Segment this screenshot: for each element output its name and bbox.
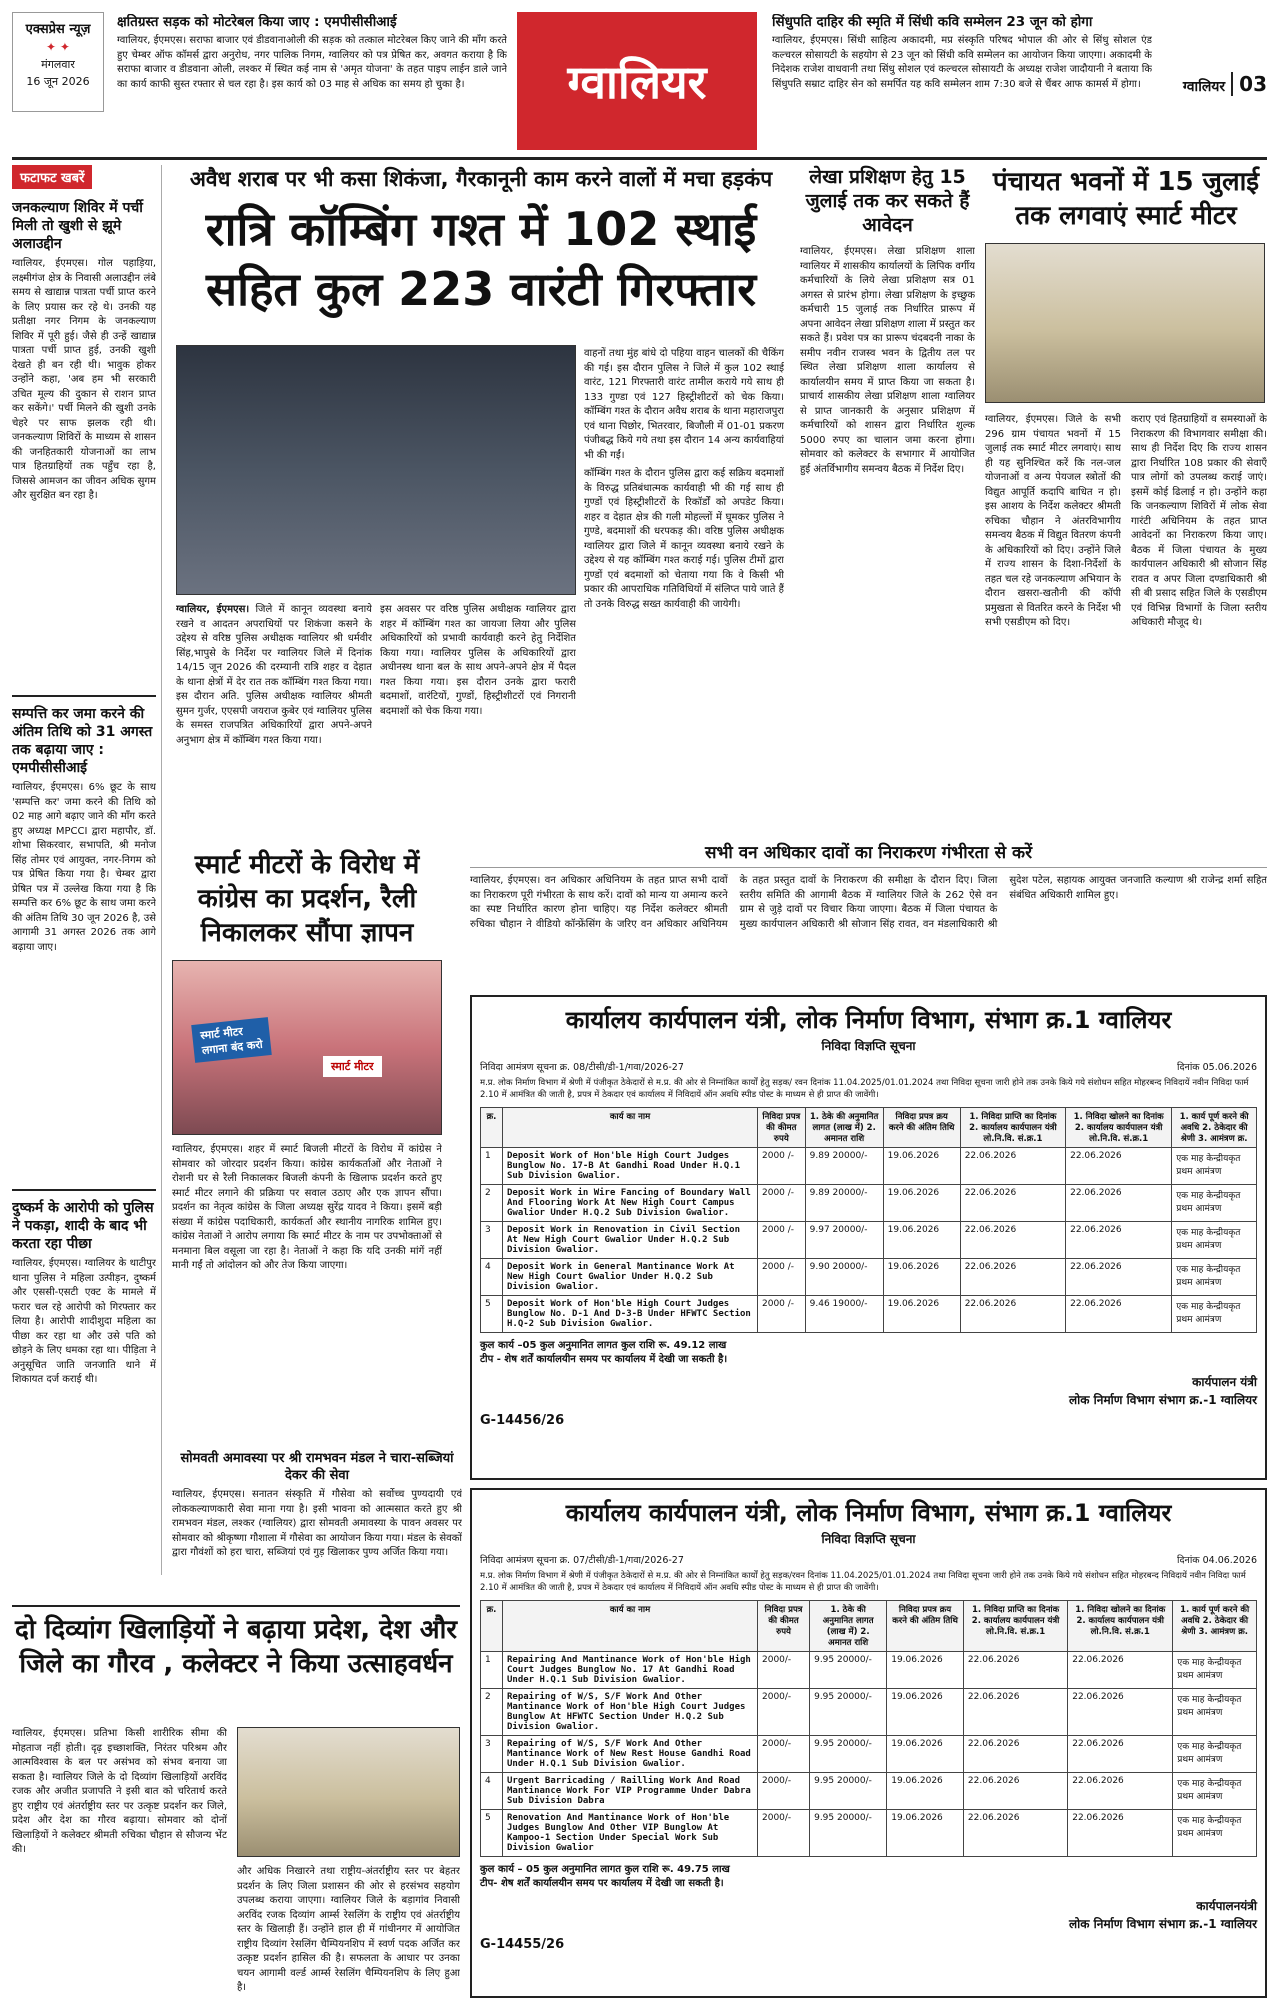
somvati-headline: सोमवती अमावस्या पर श्री रामभवन मंडल ने चारा-सब्जियां देकर की सेवा <box>180 1451 454 1483</box>
tender-2-note: टीप- शेष शर्तें कार्यालयीन समय पर कार्यालय में देखी जा सकती है। <box>480 1878 724 1889</box>
lekha-story <box>800 165 975 840</box>
divider <box>12 695 156 697</box>
tender-2-footer <box>480 1863 1257 1891</box>
table-cell-no: 1 <box>481 1652 503 1689</box>
main-body-3: वाहनों तथा मुंह बांधे दो पहिया वाहन चालकों की चैकिंग की गई। इस दौरान पुलिस ने जिले में कुल 102 स्थाई वारंट, 121 गिरफ्तारी वारंट तामील कराये गये साथ ही 133 गुण्डा एवं 127 हिस्ट्रीशीटरों को चेक किया। कॉम्बिंग गश्त के दौरान अवैध शराब के थाना महाराजपुरा एवं थाना पिछोर, भितरवार, बिजौली में 01-01 प्रकरण पंजीबद्ध किये गये तथा इस दौरान 14 अन्य कार्यवाहियां भी की गईं। <box>584 348 784 461</box>
table-cell-period: एक माह केन्द्रीयकृत प्रथम आमंत्रण <box>1173 1736 1257 1773</box>
lekha-body: ग्वालियर, ईएमएस। लेखा प्रशिक्षण शाला ग्वालियर में शासकीय कार्यालयों के लिपिक वर्गीय कर्मचारियों के लिये लेखा प्रशिक्षण सत्र 01 अगस्त से प्रारंभ होगा। लेखा प्रशिक्षण के इच्छुक कर्मचारी 15 जुलाई तक निर्धारित प्रारूप में अपना आवेदन लेखा प्रशिक्षण शाला में प्रस्तुत कर सकते हैं। प्रवेश पत्र का प्रारूप चंदबदनी नाका के समीप नवीन राजस्व भवन के द्वितीय तल पर स्थित लेखा प्रशिक्षण शाला कार्यालय से कार्यालयीन समय में प्राप्त किया जा सकता है। प्राचार्य शासकीय लेखा प्रशिक्षण शाला ग्वालियर से प्राप्त जानकारी के अनुसार प्रशिक्षण में कर्मचारियों को शासन द्वारा निर्धारित शुल्क 5000 रुपए का चालान जमा करना होगा। सोमवार को कलेक्टर के सभागार में आयोजित हुई अंतर्विभागीय समन्वय बैठक में निर्देश दिए। <box>800 246 975 475</box>
table-cell-cost: 9.95 20000/- <box>810 1773 887 1810</box>
table-cell-buy: 19.06.2026 <box>883 1222 960 1259</box>
main-headline: रात्रि कॉम्बिंग गश्त में 102 स्थाई सहित कुल 223 वारंटी गिरफ्तार <box>205 202 757 316</box>
table-cell-open: 22.06.2026 <box>1068 1773 1173 1810</box>
page-label: ग्वालियर <box>1182 79 1226 95</box>
table-cell-open: 22.06.2026 <box>1066 1148 1172 1185</box>
table-cell-no: 4 <box>481 1773 503 1810</box>
van-headline: सभी वन अधिकार दावों का निराकरण गंभीरता से करें <box>470 840 1267 868</box>
table-cell-period: एक माह केन्द्रीयकृत प्रथम आमंत्रण <box>1173 1773 1257 1810</box>
table-row <box>481 1222 1257 1259</box>
table-row <box>481 1185 1257 1222</box>
tender-1-table <box>480 1107 1257 1333</box>
table-cell-open: 22.06.2026 <box>1068 1736 1173 1773</box>
table-cell-recv: 22.06.2026 <box>960 1259 1065 1296</box>
panchayat-story <box>985 165 1267 840</box>
main-body-2: इस अवसर पर वरिष्ठ पुलिस अधीक्षक ग्वालियर द्वारा शहर में कॉम्बिंग गश्त का जायजा लिया और पुलिस अधिकारियों को प्रभावी कार्यवाही करने हेतु निर्देशित किया गया। ग्वालियर पुलिस के अधिकारियों द्वारा अधीनस्थ थाना बल के साथ अपने-अपने क्षेत्र में पैदल गश्त किया गया। इस दौरान उनके द्वारा फरारी बदमाशों, वारंटियों, गुण्डों, हिस्ट्रीशीटरों एवं निगरानी बदमाशों को चेक किया गया। <box>380 604 576 717</box>
table-header-row <box>481 1601 1257 1652</box>
lekha-headline: लेखा प्रशिक्षण हेतु 15 जुलाई तक कर सकते हैं आवेदन <box>805 166 970 236</box>
col-header: कार्य का नाम <box>503 1601 758 1652</box>
table-cell-open: 22.06.2026 <box>1068 1689 1173 1736</box>
table-cell-work: Repairing of W/S, S/F Work And Other Mantinance Work of New Rest House Gandhi Road Under H.Q.1 Sub Division Gwalior. <box>503 1736 758 1773</box>
table-cell-fee: 2000/- <box>758 1810 810 1857</box>
table-cell-fee: 2000/- <box>758 1689 810 1736</box>
table-row <box>481 1736 1257 1773</box>
table-cell-cost: 9.95 20000/- <box>810 1652 887 1689</box>
table-cell-buy: 19.06.2026 <box>883 1296 960 1333</box>
panchayat-body-col1: ग्वालियर, ईएमएस। जिले के सभी 296 ग्राम पंचायत भवनों में 15 जुलाई तक स्मार्ट मीटर लगवाएं। साथ ही यह सुनिश्चित करें कि नल-जल योजनाओं व अन्य पेयजल स्त्रोतों की विद्युत आपूर्ति कदापि बाधित न हो। इस आशय के निर्देश कलेक्टर श्रीमती रुचिका चौहान ने अंतरविभागीय समन्वय बैठक में विद्युत वितरण कंपनी के अधिकारियों को दिए। उन्होंने जिले में राज्य शासन के दिशा-निर्देशों के तहत चल रहे जनकल्याण अभियान के दौरान खसरा-खतौनी की कॉपी प्रमुखता से वितरित करने के निर्देश भी सभी एसडीएम को दिए। <box>985 414 1121 628</box>
somvati-story <box>172 1450 462 1595</box>
banner-line-2: लगाना बंद करो <box>201 1037 264 1058</box>
fatafat-headline: दुष्कर्म के आरोपी को पुलिस ने पकड़ा, शादी के बाद भी करता रहा पीछा <box>12 1200 154 1252</box>
table-cell-fee: 2000 /- <box>758 1259 806 1296</box>
tender-1-title: कार्यालय कार्यपालन यंत्री, लोक निर्माण विभाग, संभाग क्र.1 ग्वालियर <box>565 1006 1172 1034</box>
table-cell-open: 22.06.2026 <box>1066 1185 1172 1222</box>
smart-meter-story <box>172 848 442 1448</box>
paper-name: एक्सप्रेस न्यूज़ <box>25 22 91 37</box>
table-cell-buy: 19.06.2026 <box>887 1810 964 1857</box>
athletes-photo <box>237 1727 460 1857</box>
table-cell-open: 22.06.2026 <box>1066 1296 1172 1333</box>
table-cell-no: 3 <box>481 1222 503 1259</box>
divyang-body-2: और अधिक निखारने तथा राष्ट्रीय-अंतर्राष्ट्रीय स्तर पर बेहतर प्रदर्शन के लिए जिला प्रशासन की ओर से हरसंभव सहयोग उपलब्ध कराया जाएगा। ग्वालियर जिले के बड़ागांव निवासी अरविंद रजक दिव्यांग आर्म्स रेसलिंग के राष्ट्रीय एवं अंतर्राष्ट्रीय स्तर के खिलाड़ी हैं। उन्होंने हाल ही में गांधीनगर में आयोजित राष्ट्रीय दिव्यांग रेसलिंग चैम्पियनशिप में स्वर्ण पदक अर्जित कर उत्कृष्ट प्रदर्शन हासिल की है। सफलता के आधार पर उनका चयन आगामी वर्ल्ड आर्म्स रेसलिंग चैम्पियनशिप के लिए हुआ है। <box>237 1866 460 1993</box>
logo-dots-icon: ✦ ✦ <box>46 40 70 54</box>
signatory-office: लोक निर्माण विभाग संभाग क्र.-1 ग्वालियर <box>1069 1917 1257 1931</box>
divyang-headline: दो दिव्यांग खिलाड़ियों ने बढ़ाया प्रदेश, देश और जिले का गौरव , कलेक्टर ने किया उत्साहवर्धन <box>15 1615 457 1679</box>
table-cell-cost: 9.95 20000/- <box>810 1736 887 1773</box>
table-cell-cost: 9.89 20000/- <box>805 1148 883 1185</box>
col-header: निविदा प्रपत्र की कीमत रुपये <box>758 1108 806 1148</box>
fatafat-label: फटाफट खबरें <box>12 165 92 189</box>
meeting-photo <box>985 243 1265 403</box>
table-cell-period: एक माह केन्द्रीयकृत प्रथम आमंत्रण <box>1172 1259 1257 1296</box>
table-cell-cost: 9.46 19000/- <box>805 1296 883 1333</box>
signatory-title: कार्यपालन यंत्री <box>1192 1375 1257 1389</box>
col-header: 1. निविदा प्राप्ति का दिनांक 2. कार्यालय कार्यपालन यंत्री लो.नि.वि. सं.क्र.1 <box>960 1108 1065 1148</box>
tender-1-subtitle: निविदा विज्ञप्ति सूचना <box>821 1039 916 1053</box>
table-cell-no: 1 <box>481 1148 503 1185</box>
fatafat-body: ग्वालियर, ईएमएस। ग्वालियर के थाटीपुर थाना पुलिस ने महिला उत्पीड़न, दुष्कर्म और एससी-एसटी एक्ट के मामले में फरार चल रहे आरोपी को गिरफ्तार कर लिया है। आरोपी शादीशुदा महिला का पीछा कर रहा था और उसे पति को छोड़ने के लिए धमका रहा था। पीड़िता ने अनुसूचित जाति जनजाति थाने में शिकायत दर्ज कराई थी। <box>12 1258 156 1385</box>
table-cell-buy: 19.06.2026 <box>883 1185 960 1222</box>
table-cell-recv: 22.06.2026 <box>963 1689 1067 1736</box>
table-cell-recv: 22.06.2026 <box>963 1773 1067 1810</box>
city-title: ग्वालियर <box>517 12 757 150</box>
table-cell-work: Renovation And Mantinance Work of Hon'ble Judges Bunglow And Other VIP Bunglow At Kampoo-1 Section Under Special Work Sub Division Gwalior <box>503 1810 758 1857</box>
tender-notice-1 <box>470 995 1267 1480</box>
table-cell-fee: 2000 /- <box>758 1222 806 1259</box>
main-kicker: अवैध शराब पर भी कसा शिकंजा, गैरकानूनी काम करने वालों में मचा हड़कंप <box>189 167 773 191</box>
masthead-day: मंगलवार <box>41 58 75 71</box>
table-cell-fee: 2000 /- <box>758 1185 806 1222</box>
tender-1-meta <box>480 1060 1257 1073</box>
table-cell-no: 4 <box>481 1259 503 1296</box>
table-cell-work: Urgent Barricading / Railling Work And Road Mantinance Work For VIP Programme Under Dabra Sub Division Dabra <box>503 1773 758 1810</box>
table-cell-fee: 2000/- <box>758 1652 810 1689</box>
table-cell-buy: 19.06.2026 <box>887 1652 964 1689</box>
fatafat-headline: जनकल्याण शिविर में पर्ची मिली तो खुशी से झूमे अलाउद्दीन <box>12 200 143 252</box>
smart-meter-headline: स्मार्ट मीटरों के विरोध में कांग्रेस का प्रदर्शन, रैली निकालकर सौंपा ज्ञापन <box>194 850 420 948</box>
tender-2-intro: म.प्र. लोक निर्माण विभाग में श्रेणी में पंजीकृत ठेकेदारों से म.प्र. की ओर से निम्नांकित कार्यों हेतु सड़क/रवन दिनांक 11.04.2025/01.01.2024 तथा निविदा सूचना जारी होने तक उनके किये गये संशोधन सहित मोहरबन्द निविदायें नवीन निविदा फार्म 2.10 में आमंत्रित की जाती है, प्रपत्र में ठेकदार एवं कार्यालय में निविदायें ऑन अवधि स्पीड पोस्ट के माध्यम से ही प्राप्त की जावेंगी। <box>480 1571 1246 1593</box>
table-row <box>481 1689 1257 1736</box>
protest-banner-2: स्मार्ट मीटर <box>323 1056 382 1077</box>
tender-2-signature <box>480 1897 1257 1933</box>
table-cell-open: 22.06.2026 <box>1066 1222 1172 1259</box>
table-cell-work: Deposit Work in Wire Fancing of Boundary Wall And Flooring Work At New High Court Campus Gwalior Under H.Q.2 Sub Division Gwalior. <box>503 1185 758 1222</box>
top-story-right <box>772 14 1152 149</box>
tender-1-total: कुल कार्य –05 कुल अनुमानित लागत कुल राशि रू. 49.12 लाख <box>480 1340 727 1351</box>
tender-2-subtitle: निविदा विज्ञप्ति सूचना <box>821 1532 916 1546</box>
divider <box>12 1189 156 1191</box>
tender-2-meta <box>480 1553 1257 1566</box>
top-story-right-body: ग्वालियर, ईएमएस। सिंधी साहित्य अकादमी, मप्र संस्कृति परिषद भोपाल की ओर से सिंधु सोशल एंड कल्चरल सोसायटी के सहयोग से 23 जून को सिंधी कवि सम्मेलन का आयोजन किया जाएगा। अकादमी के निदेशक राजेश वाधवानी तथा सिंधु सोशल एवं कल्चरल सोसायटी के अध्यक्ष राजेश जादौयानी ने बताया कि सिंधुपति सम्राट दाहिर सेन को समर्पित यह कवि सम्मेलन शाम 7:30 बजे से चैंबर आफ कामर्स में होगा। <box>772 35 1152 90</box>
table-cell-recv: 22.06.2026 <box>963 1736 1067 1773</box>
col-header: क्र. <box>481 1108 503 1148</box>
table-cell-buy: 19.06.2026 <box>883 1259 960 1296</box>
table-cell-work: Repairing And Mantinance Work of Hon'ble High Court Judges Bunglow No. 17 At Gandhi Road Under H.Q.1 Sub Division Gwalior. <box>503 1652 758 1689</box>
col-header: 1. ठेके की अनुमानित लागत (लाख में) 2. अमानत राशि <box>810 1601 887 1652</box>
somvati-body: ग्वालियर, ईएमएस। सनातन संस्कृति में गौसेवा को सर्वोच्च पुण्यदायी एवं लोककल्याणकारी सेवा माना गया है। इसी भावना को आत्मसात करते हुए श्री रामभवन मंडल, लश्कर (ग्वालियर) द्वारा सोमवती अमावस्या के पावन अवसर पर सोमवार को श्रीकृष्णा गौशाला में गौसेवा का आयोजन किया गया। मंडल के सेवकों द्वारा गौवंशों को हरा चारा, सब्जियां एवं गुड़ खिलाकर पुण्य अर्जित किया गया। <box>172 1489 462 1558</box>
divyang-body-1: ग्वालियर, ईएमएस। प्रतिभा किसी शारीरिक सीमा की मोहताज नहीं होती। दृढ़ इच्छाशक्ति, निरंतर परिश्रम और आत्मविश्वास के बल पर असंभव को संभव बनाया जा सकता है। ग्वालियर जिले के दो दिव्यांग खिलाड़ियों अरविंद रजक और अजीत प्रजापति ने इसी बात को चरितार्थ करते हुए राष्ट्रीय एवं अंतर्राष्ट्रीय स्तर पर उत्कृष्ट प्रदर्शन कर जिले, प्रदेश और देश का गौरव बढ़ाया। सोमवार को दोनों खिलाड़ियों ने कलेक्टर श्रीमती रुचिका चौहान से सौजन्य भेंट की। <box>12 1728 227 1855</box>
signatory-office: लोक निर्माण विभाग संभाग क्र.-1 ग्वालियर <box>1069 1393 1257 1407</box>
tender-2-ref: निविदा आमंत्रण सूचना क्र. 07/टीसी/डी-1/गवा/2026-27 <box>480 1555 684 1566</box>
protest-photo <box>172 960 442 1135</box>
table-cell-period: एक माह केन्द्रीयकृत प्रथम आमंत्रण <box>1173 1652 1257 1689</box>
smart-meter-body: ग्वालियर, ईएमएस। शहर में स्मार्ट बिजली मीटरों के विरोध में कांग्रेस ने सोमवार को जोरदार प्रदर्शन किया। कांग्रेस कार्यकर्ताओं और नेताओं ने रोशनी घर से रैली निकालकर बिजली कंपनी के खिलाफ प्रदर्शन करते हुए स्मार्ट मीटर लगाने की प्रक्रिया पर सवाल उठाए और एक ज्ञापन सौंपा। प्रदर्शन का नेतृत्व कांग्रेस के जिला अध्यक्ष सुरेंद्र यादव ने किया। इसमें बड़ी संख्या में कांग्रेस पदाधिकारी, कार्यकर्ता और स्थानीय नागरिक शामिल हुए। कांग्रेस नेताओं ने आरोप लगाया कि स्मार्ट मीटर के नाम पर उपभोक्ताओं से मनमाना बिल वसूला जा रहा है। नेताओं ने कहा कि यदि उनकी मांगें नहीं मानी गईं तो आंदोलन को और तेज किया जाएगा। <box>172 1144 442 1271</box>
tender-1-ref: निविदा आमंत्रण सूचना क्र. 08/टीसी/डी-1/गवा/2026-27 <box>480 1062 684 1073</box>
van-story <box>470 840 1267 990</box>
table-header-row <box>481 1108 1257 1148</box>
table-cell-no: 2 <box>481 1185 503 1222</box>
col-header: क्र. <box>481 1601 503 1652</box>
table-cell-period: एक माह केन्द्रीयकृत प्रथम आमंत्रण <box>1172 1148 1257 1185</box>
tender-1-footer <box>480 1339 1257 1367</box>
table-cell-fee: 2000/- <box>758 1773 810 1810</box>
table-cell-cost: 9.89 20000/- <box>805 1185 883 1222</box>
table-row <box>481 1810 1257 1857</box>
van-body: ग्वालियर, ईएमएस। वन अधिकार अधिनियम के तहत प्राप्त सभी दावों का निराकरण पूरी गंभीरता के साथ करें। दावों को मान्य या अमान्य करने का स्पष्ट निर्धारित कारण होना चाहिए। यह निर्देश कलेक्टर श्रीमती रुचिका चौहान ने वीडियो कॉन्फ्रेंसिंग के जरिए वन अधिकार अधिनियम के तहत प्रस्तुत दावों के निराकरण की समीक्षा के दौरान दिए। जिला स्तरीय समिति की आगामी बैठक में ग्वालियर जिले के 262 ऐसे वन ग्राम से जुड़े दावों पर विचार किया जाएगा। बैठक में जिला पंचायत के मुख्य कार्यपालन अधिकारी श्री सोजान सिंह रावत, वन मंडलाधिकारी श्री सुदेश पटेल, सहायक आयुक्त जनजाति कल्याण श्री राजेन्द्र शर्मा सहित संबंधित अधिकारी शामिल हुए। <box>470 875 1267 930</box>
table-cell-cost: 9.95 20000/- <box>810 1689 887 1736</box>
col-header: 1. कार्य पूर्ण करने की अवधि 2. ठेकेदार की श्रेणी 3. आमंत्रण क्र. <box>1173 1601 1257 1652</box>
table-row <box>481 1259 1257 1296</box>
table-cell-cost: 9.95 20000/- <box>810 1810 887 1857</box>
tender-notice-2 <box>470 1488 1267 1998</box>
fatafat-column <box>12 165 162 1575</box>
table-cell-open: 22.06.2026 <box>1068 1652 1173 1689</box>
main-body-col3 <box>584 347 784 837</box>
table-cell-open: 22.06.2026 <box>1066 1259 1172 1296</box>
table-cell-buy: 19.06.2026 <box>883 1148 960 1185</box>
col-header: 1. निविदा प्राप्ति का दिनांक 2. कार्यालय कार्यपालन यंत्री लो.नि.वि. सं.क्र.1 <box>963 1601 1067 1652</box>
table-cell-period: एक माह केन्द्रीयकृत प्रथम आमंत्रण <box>1172 1185 1257 1222</box>
table-cell-fee: 2000 /- <box>758 1296 806 1333</box>
page-header <box>12 12 1267 160</box>
main-body-1: जिले में कानून व्यवस्था बनाये रखने व आदतन अपराधियों पर शिकंजा कसने के उद्देश्य से वरिष्ठ पुलिस अधीक्षक ग्वालियर श्री धर्मवीर सिंह,भापुसे के निर्देश पर ग्वालियर जिले में दिनांक 14/15 जून 2026 की दरम्यानी रात्रि शहर व देहात के थाना क्षेत्रों में देर रात तक कॉम्बिंग गश्त किया गया। इस दौरान अति. पुलिस अधीक्षक ग्वालियर श्रीमती सुमन गुर्जर, एएसपी जयराज कुबेर एवं ग्वालियर पुलिस के समस्त राजपत्रित अधिकारियों द्वारा अपने-अपने अनुभाग क्षेत्र में कॉम्बिंग गश्त किया गया। <box>176 604 372 746</box>
col-header: कार्य का नाम <box>503 1108 758 1148</box>
table-row <box>481 1148 1257 1185</box>
tender-2-date: दिनांक 04.06.2026 <box>1177 1555 1257 1566</box>
col-header: 1. कार्य पूर्ण करने की अवधि 2. ठेकेदार की श्रेणी 3. आमंत्रण क्र. <box>1172 1108 1257 1148</box>
fatafat-body: ग्वालियर, ईएमएस। गोल पहाड़िया, लक्ष्मीगंज क्षेत्र के निवासी अलाउद्दीन लंबे समय से खाद्यान्न पात्रता पर्ची प्राप्त करने के लिए प्रयास कर रहे थे। उनकी यह प्रतीक्षा नगर निगम के जनकल्याण शिविर में पूरी हुई। जैसे ही उन्हें खाद्यान्न पात्रता पर्ची प्राप्त हुई, उनकी खुशी देखते ही बन रही थी। भावुक होकर उन्होंने कहा, 'अब हम भी सरकारी उचित मूल्य की दुकान से राशन प्राप्त कर सकेंगे।' पर्ची मिलने की खुशी उनके चेहरे पर साफ झलक रही थी। जनकल्याण शिविरों के माध्यम से शासन की जनहितकारी योजनाओं का लाभ पात्र हितग्राहियों तक पहुँच रहा है, जिससे आमजन का जीवन अधिक सुगम और सुरक्षित बन रहा है। <box>12 258 156 501</box>
table-cell-buy: 19.06.2026 <box>887 1736 964 1773</box>
table-cell-recv: 22.06.2026 <box>960 1148 1065 1185</box>
col-header: 1. निविदा खोलने का दिनांक 2. कार्यालय कार्यपालन यंत्री लो.नि.वि. सं.क्र.1 <box>1066 1108 1172 1148</box>
tender-2-title: कार्यालय कार्यपालन यंत्री, लोक निर्माण विभाग, संभाग क्र.1 ग्वालियर <box>565 1499 1172 1527</box>
fatafat-headline: सम्पत्ति कर जमा करने की अंतिम तिथि को 31 अगस्त तक बढ़ाया जाए : एमपीसीसीआई <box>12 706 153 776</box>
tender-2-total: कुल कार्य – 05 कुल अनुमानित लागत कुल राशि रू. 49.75 लाख <box>480 1864 730 1875</box>
tender-1-intro: म.प्र. लोक निर्माण विभाग में श्रेणी में पंजीकृत ठेकेदारों से म.प्र. की ओर से निम्नांकित कार्यों हेतु सड़क/ रवन दिनांक 11.04.2025/01.01.2024 तथा निविदा सूचना जारी होने तक उनके किये गये संशोधन सहित मोहरबन्द निविदायें नवीन निविदा फार्म 2.10 में आमंत्रित की जाती है, प्रपत्र में ठेकदार एवं कार्यालय में निविदायें ऑन अवधि स्पीड पोस्ट के माध्यम से ही प्राप्त की जावेंगी। <box>480 1078 1249 1100</box>
masthead-date: 16 जून 2026 <box>26 75 90 88</box>
table-cell-fee: 2000 /- <box>758 1148 806 1185</box>
table-row <box>481 1296 1257 1333</box>
main-story <box>172 165 790 840</box>
main-body-4: कॉम्बिंग गश्त के दौरान पुलिस द्वारा कई सक्रिय बदमाशों के विरुद्ध प्रतिबंधात्मक कार्यवाही भी की गई साथ ही गुण्डों एवं हिस्ट्रीशीटरों के रिकॉर्डों को अपडेट किया। शहर व देहात क्षेत्र की गली मोहल्लों में घूमकर पुलिस ने गुण्डे, बदमाशों की धरपकड़ की। वरिष्ठ पुलिस अधीक्षक ग्वालियर द्वारा जिले में कानून व्यवस्था बनाये रखने के उद्देश्य से यह कॉम्बिंग गश्त कराई गई। पुलिस टीमों द्वारा गुण्डों एवं बदमाशों को चेताया गया कि वे किसी भी प्रकार की आपराधिक गतिविधियों में संलिप्त पाये जाते हैं तो उनके विरुद्ध सख्त कार्यवाही की जायेगी। <box>584 468 784 610</box>
panchayat-headline: पंचायत भवनों में 15 जुलाई तक लगवाएं स्मार्ट मीटर <box>992 167 1260 231</box>
table-cell-buy: 19.06.2026 <box>887 1689 964 1736</box>
table-cell-open: 22.06.2026 <box>1068 1810 1173 1857</box>
table-cell-work: Deposit Work of Hon'ble High Court Judges Bunglow No. 17-B At Gandhi Road Under H.Q.1 Sub Division Gwalior. <box>503 1148 758 1185</box>
table-cell-no: 3 <box>481 1736 503 1773</box>
photo-caption: ग्वालियर, ईएमएस। <box>176 604 250 615</box>
table-cell-recv: 22.06.2026 <box>960 1296 1065 1333</box>
tender-1-signature <box>480 1373 1257 1409</box>
table-cell-recv: 22.06.2026 <box>963 1810 1067 1857</box>
table-row <box>481 1652 1257 1689</box>
table-cell-recv: 22.06.2026 <box>960 1222 1065 1259</box>
masthead <box>12 12 104 112</box>
tender-1-gnum: G-14456/26 <box>480 1413 565 1428</box>
main-body-col1 <box>176 603 372 838</box>
table-cell-work: Deposit Work of Hon'ble High Court Judges Bunglow No. D-1 And D-3-B Under HFWTC Section H.Q-2 Sub Division Gwalior. <box>503 1296 758 1333</box>
combing-photo <box>176 345 576 595</box>
signatory-title: कार्यपालनयंत्री <box>1196 1899 1257 1913</box>
top-story-left-body: ग्वालियर, ईएमएस। सराफा बाजार एवं डीडवानाओली की सड़क को तत्काल मोटरेबल किए जाने की माँग करते हुए चेम्बर ऑफ कॉमर्स द्वारा अनुरोध, नगर पालिक निगम, ग्वालियर को पत्र प्रेषित कर, अवगत कराया है कि सराफा बाजार व डीडवाना ओली, लश्कर में स्थित कई नाम से 'अमृत योजना' के तहत पाइप लाईन डाले जाने का कार्य काफी सुस्त रफ्तार से चल रहा है। इस कार्य को 03 माह से अधिक का समय हो चुका है। <box>117 35 507 90</box>
col-header: निविदा प्रपत्र क्रय करने की अंतिम तिथि <box>887 1601 964 1652</box>
table-cell-period: एक माह केन्द्रीयकृत प्रथम आमंत्रण <box>1172 1296 1257 1333</box>
table-cell-buy: 19.06.2026 <box>887 1773 964 1810</box>
tender-2-gnum: G-14455/26 <box>480 1937 565 1952</box>
table-cell-work: Deposit Work in General Mantinance Work At New High Court Gwalior Under H.Q.2 Sub Division Gwalior. <box>503 1259 758 1296</box>
banner-line-1: स्मार्ट मीटर <box>199 1024 244 1043</box>
table-cell-period: एक माह केन्द्रीयकृत प्रथम आमंत्रण <box>1172 1222 1257 1259</box>
table-cell-cost: 9.90 20000/- <box>805 1259 883 1296</box>
main-body-col2 <box>380 603 576 838</box>
panchayat-body-col2: कराए एवं हितग्राहियों व समस्याओं के निराकरण की विभागवार समीक्षा की। साथ ही निर्देश दिए कि राज्य शासन द्वारा निर्धारित 108 प्रकार की सेवाएँ पात्र लोगों को उपलब्ध कराई जाएं। इसमें कोई ढिलाई न हो। उन्होंने कहा कि जनकल्याण शिविरों में लोक सेवा गारंटी अधिनियम के तहत प्राप्त आवेदनों का निराकरण किया जाए। बैठक में जिला पंचायत के मुख्य कार्यपालन अधिकारी श्री सोजान सिंह रावत व अपर जिला दण्डाधिकारी श्री सी बी प्रसाद सहित जिले के एसडीएम एवं विभिन्न विभागों के जिला स्तरीय अधिकारी मौजूद थे। <box>1131 414 1267 628</box>
table-cell-recv: 22.06.2026 <box>960 1185 1065 1222</box>
table-cell-period: एक माह केन्द्रीयकृत प्रथम आमंत्रण <box>1173 1689 1257 1736</box>
table-cell-period: एक माह केन्द्रीयकृत प्रथम आमंत्रण <box>1173 1810 1257 1857</box>
table-cell-no: 5 <box>481 1296 503 1333</box>
fatafat-body: ग्वालियर, ईएमएस। 6% छूट के साथ 'सम्पत्ति कर' जमा करने की तिथि को 02 माह आगे बढ़ाए जाने की माँग करते हुए अध्यक्ष MPCCI द्वारा महापौर, डॉ. शोभा सिकरवार, सभापति, श्री मनोज सिंह तोमर एवं आयुक्त, नगर-निगम को पत्र प्रेषित किया गया है। चेम्बर द्वारा प्रेषित पत्र में उल्लेख किया गया है कि सम्पत्ति कर 6% छूट के साथ जमा करने की अंतिम तिथि 30 जून 2026 है, उसे आगामी 31 अगस्त 2026 तक आगे बढ़ाया जाए। <box>12 782 156 953</box>
table-cell-no: 2 <box>481 1689 503 1736</box>
col-header: निविदा प्रपत्र क्रय करने की अंतिम तिथि <box>883 1108 960 1148</box>
top-story-right-headline: सिंधुपति दाहिर की स्मृति में सिंधी कवि सम्मेलन 23 जून को होगा <box>772 14 1093 30</box>
page-no: 03 <box>1231 72 1267 96</box>
table-row <box>481 1773 1257 1810</box>
col-header: 1. निविदा खोलने का दिनांक 2. कार्यालय कार्यपालन यंत्री लो.नि.वि. सं.क्र.1 <box>1068 1601 1173 1652</box>
protest-banner <box>191 1017 272 1063</box>
tender-1-note: टीप - शेष शर्तें कार्यालयीन समय पर कार्यालय में देखी जा सकती है। <box>480 1354 728 1365</box>
table-cell-cost: 9.97 20000/- <box>805 1222 883 1259</box>
tender-2-table <box>480 1600 1257 1857</box>
col-header: 1. ठेके की अनुमानित लागत (लाख में) 2. अमानत राशि <box>805 1108 883 1148</box>
top-story-left <box>117 14 507 149</box>
top-story-left-headline: क्षतिग्रस्त सड़क को मोटरेबल किया जाए : एमपीसीसीआई <box>117 14 397 30</box>
table-cell-recv: 22.06.2026 <box>963 1652 1067 1689</box>
col-header: निविदा प्रपत्र की कीमत रुपये <box>758 1601 810 1652</box>
table-cell-work: Deposit Work in Renovation in Civil Section At New High Court Gwalior Under H.Q.2 Sub Division Gwalior. <box>503 1222 758 1259</box>
tender-1-date: दिनांक 05.06.2026 <box>1177 1062 1257 1073</box>
table-cell-fee: 2000/- <box>758 1736 810 1773</box>
page-number <box>1183 72 1267 96</box>
divyang-story <box>12 1605 460 2000</box>
table-cell-no: 5 <box>481 1810 503 1857</box>
table-cell-work: Repairing of W/S, S/F Work And Other Mantinance Work of Hon'ble High Court Judges Bunglow At HFWTC Section Under H.Q.2 Sub Division Gwalior. <box>503 1689 758 1736</box>
